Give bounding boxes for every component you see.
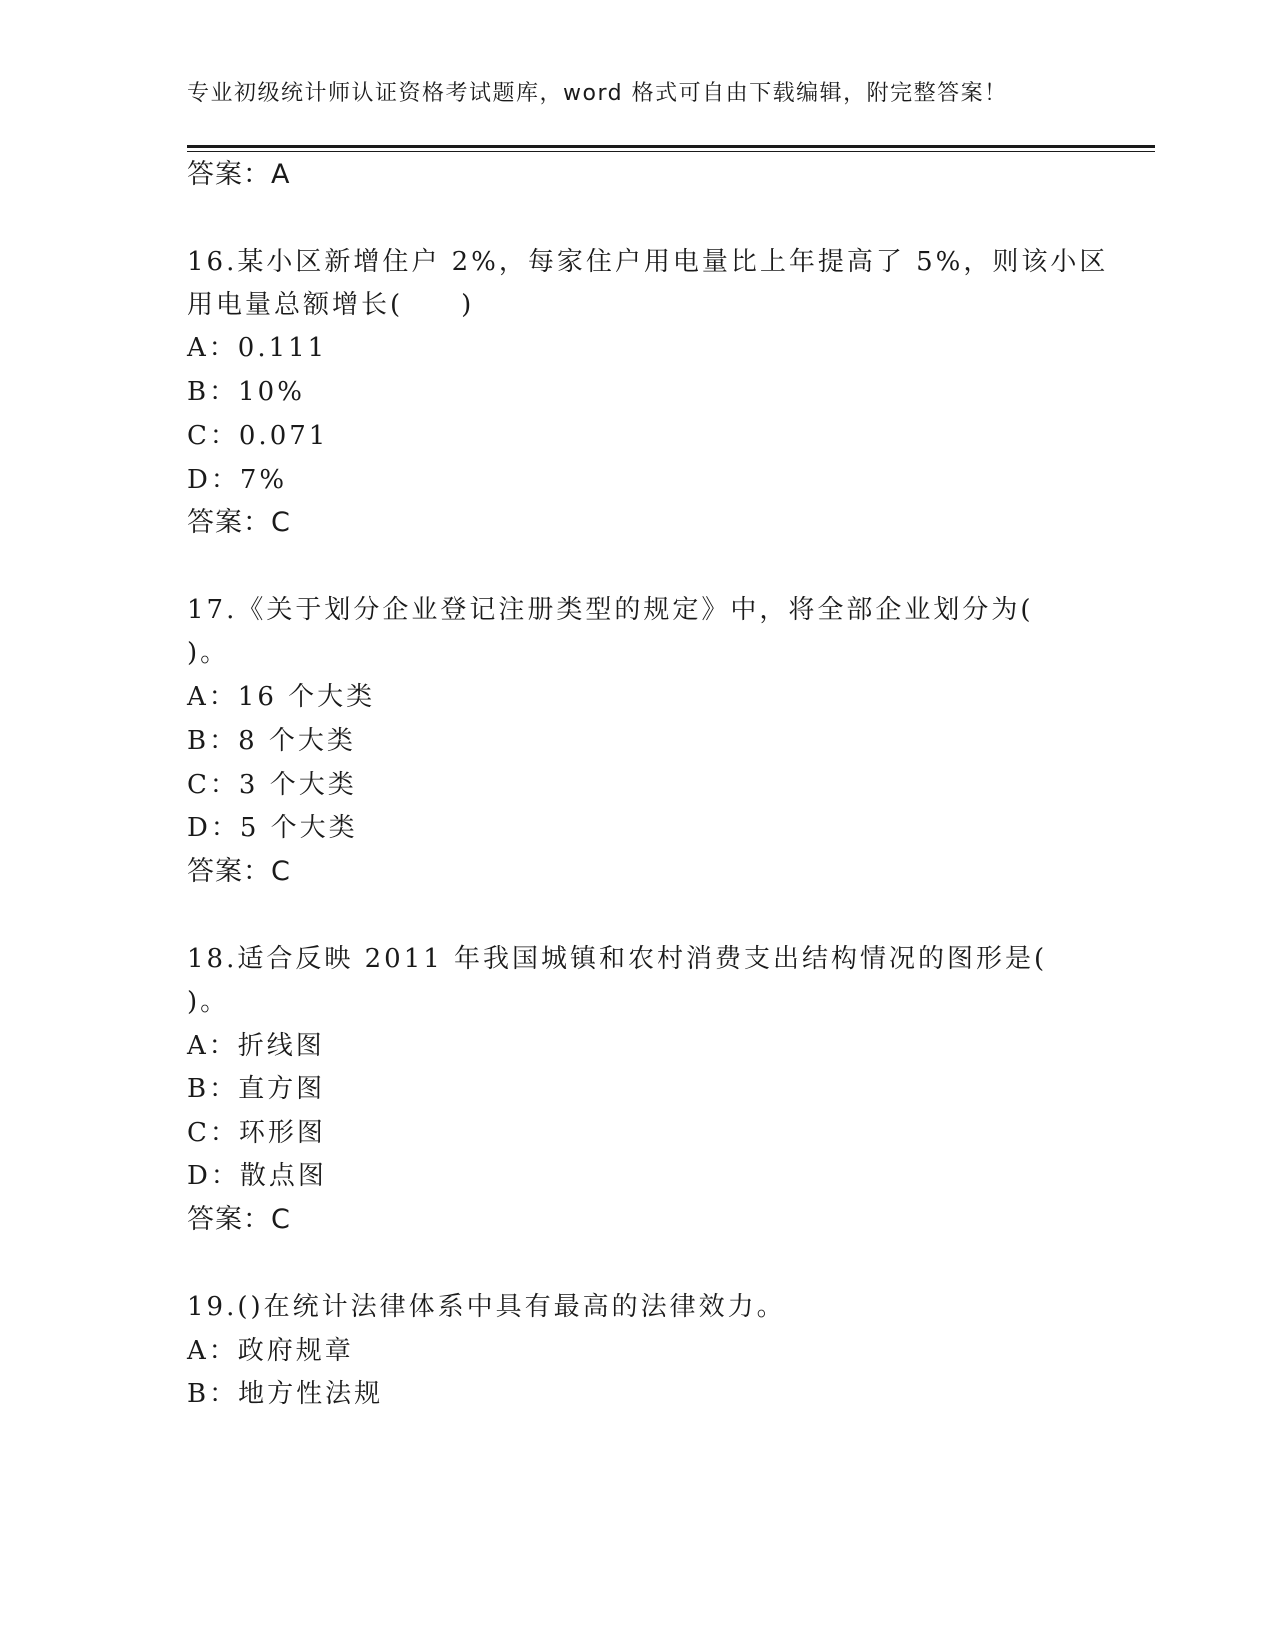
question-stem-line: 19.()在统计法律体系中具有最高的法律效力。 [187, 1292, 786, 1322]
option-d: D：5 个大类 [187, 813, 358, 843]
option-a: A：折线图 [187, 1031, 325, 1061]
option-b: B：地方性法规 [187, 1379, 384, 1409]
option-c: C：0.071 [187, 421, 329, 451]
previous-answer: 答案：A [187, 159, 291, 190]
answer: 答案：C [187, 856, 291, 887]
answer: 答案：C [187, 507, 291, 538]
option-d: D：7% [187, 465, 288, 495]
option-a: A：政府规章 [187, 1336, 354, 1366]
option-b: B：8 个大类 [187, 726, 356, 756]
question-stem-line: )。 [187, 638, 230, 668]
answer: 答案：C [187, 1204, 291, 1235]
option-c: C：3 个大类 [187, 770, 357, 800]
header-rule-thin [187, 151, 1155, 152]
option-b: B：直方图 [187, 1074, 326, 1104]
question-stem-line: 16.某小区新增住户 2%，每家住户用电量比上年提高了 5%，则该小区 [187, 247, 1109, 277]
header-rule-thick [187, 145, 1155, 148]
option-d: D：散点图 [187, 1161, 327, 1191]
question-stem-line: 用电量总额增长( ) [187, 290, 475, 320]
option-c: C：环形图 [187, 1118, 326, 1148]
option-b: B：10% [187, 377, 305, 407]
question-stem-line: 18.适合反映 2011 年我国城镇和农村消费支出结构情况的图形是( [187, 944, 1048, 974]
option-a: A：16 个大类 [187, 682, 376, 712]
option-a: A：0.111 [187, 333, 328, 363]
question-stem-line: 17.《关于划分企业登记注册类型的规定》中，将全部企业划分为( [187, 595, 1034, 625]
header-text: 专业初级统计师认证资格考试题库，word 格式可自由下载编辑，附完整答案！ [187, 81, 1008, 106]
question-stem-line: )。 [187, 987, 230, 1017]
